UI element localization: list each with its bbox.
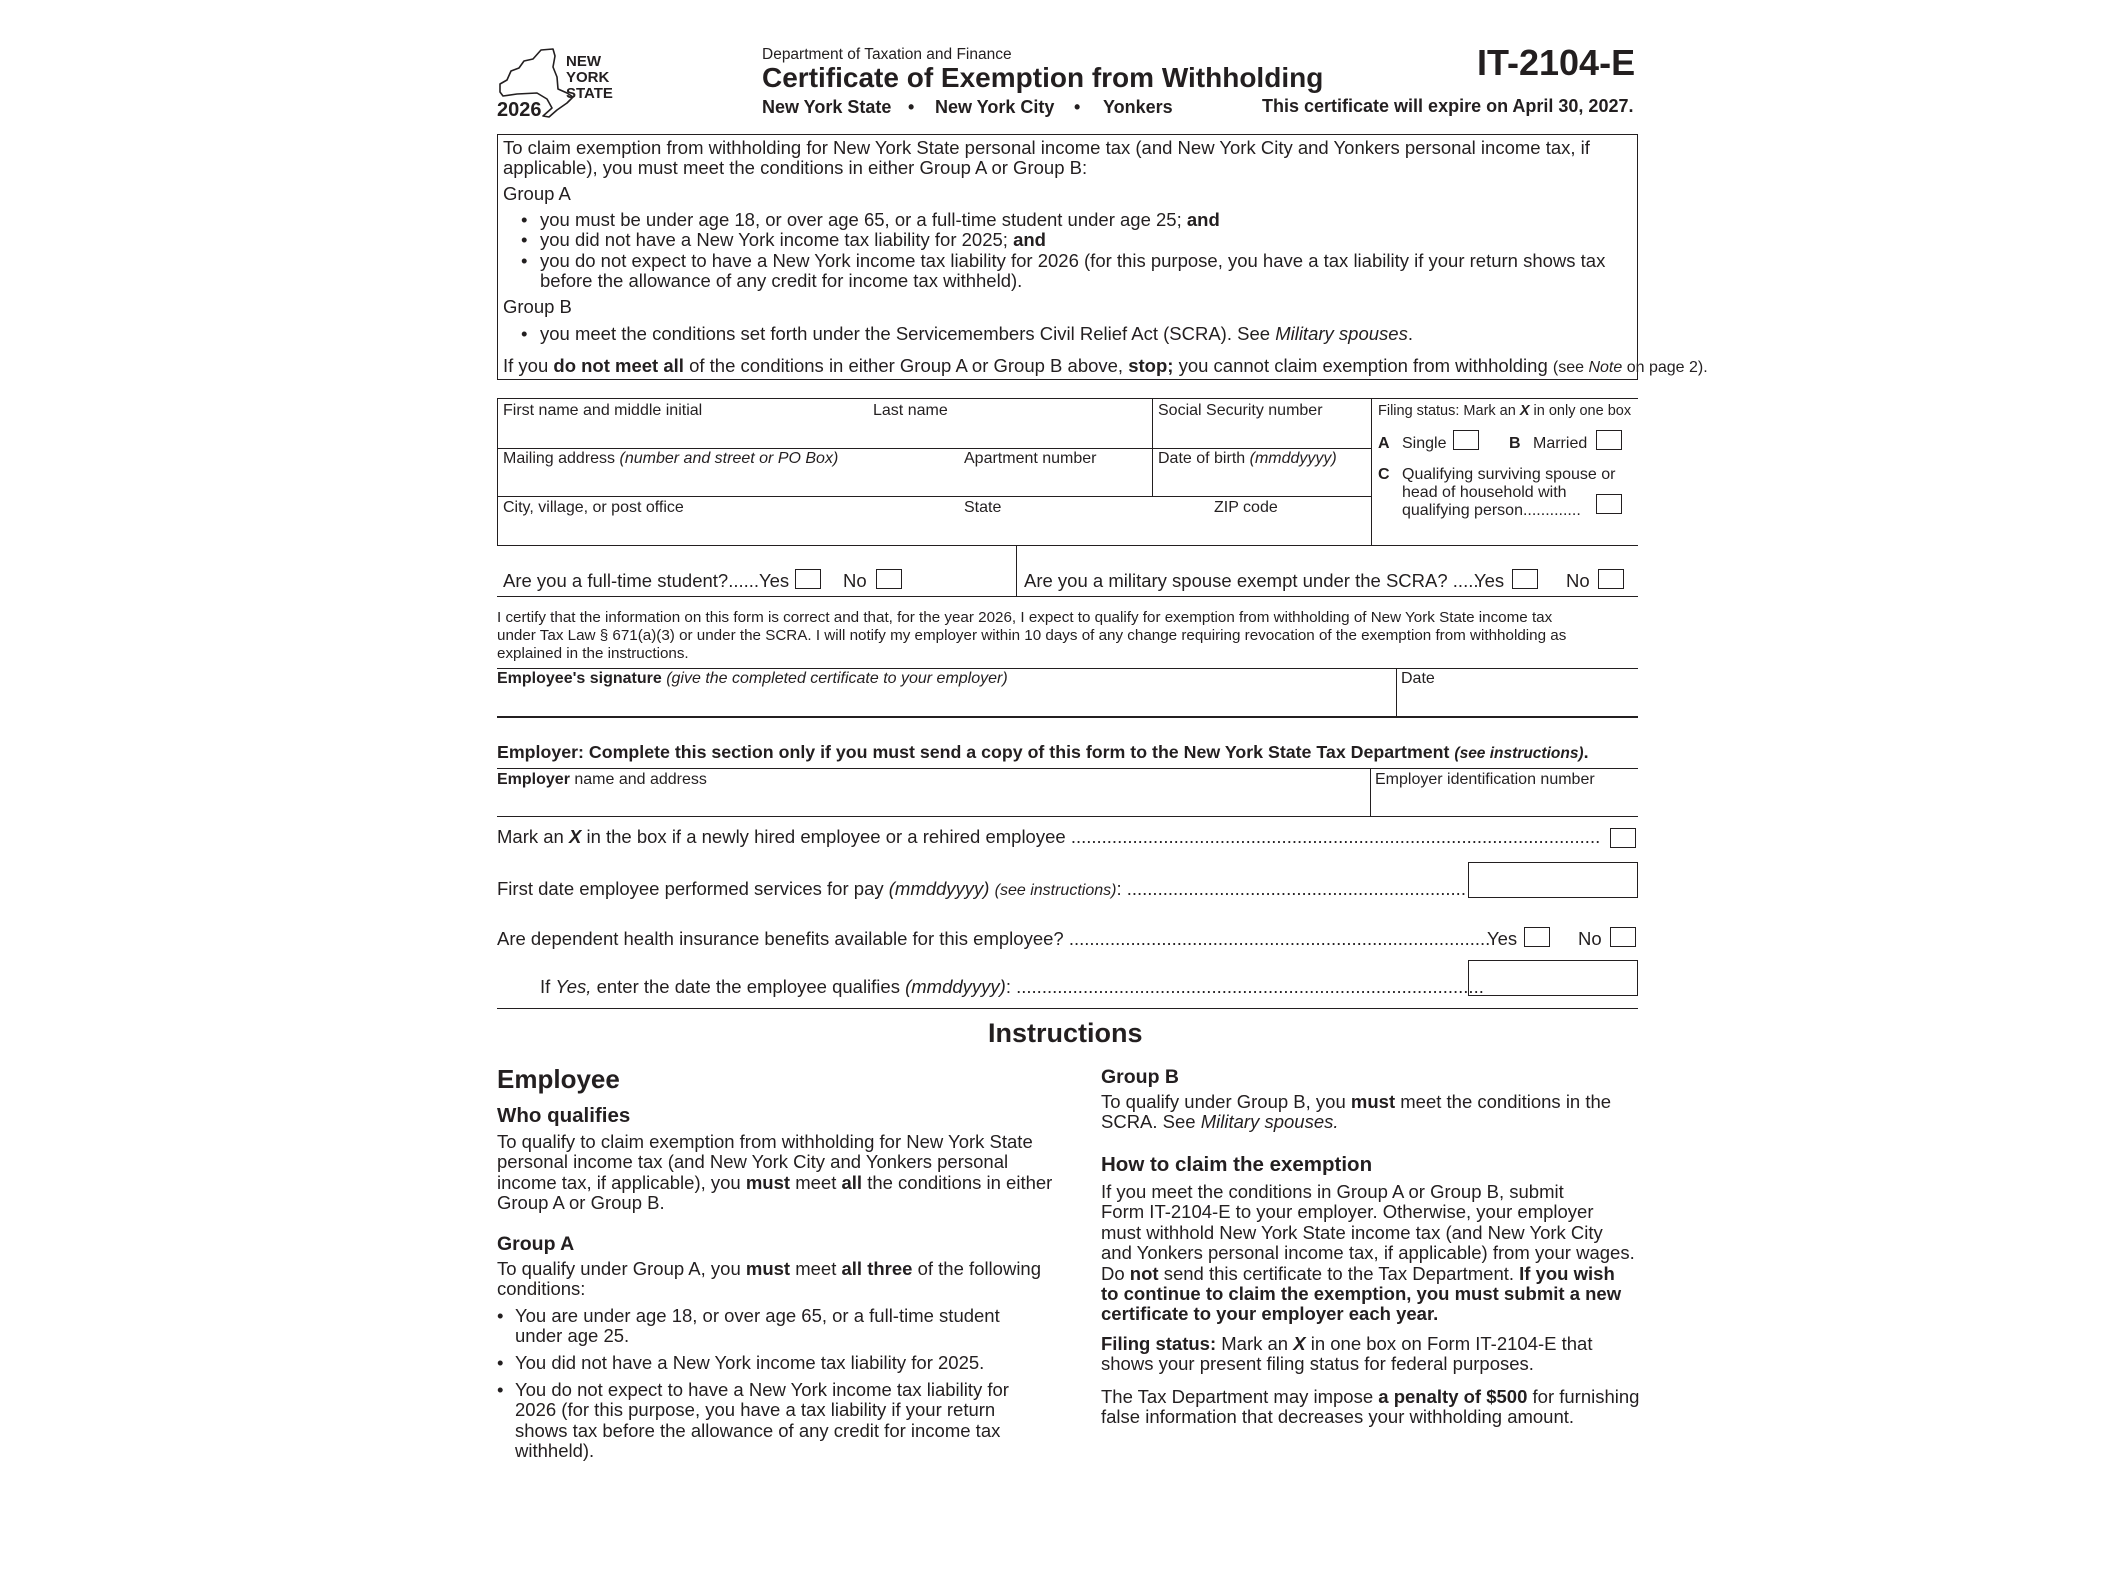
stop-notice: If you do not meet all of the conditions in either Group A or Group B above, stop; you cannot claim exemption from withholding (see Note on page 2).	[503, 355, 1708, 376]
apartment-field[interactable]	[964, 468, 1149, 494]
eligibility-intro: applicable), you must meet the conditions in either Group A or Group B:	[503, 157, 1088, 178]
student-no-label: No	[843, 570, 867, 591]
military-spouse-question: Are you a military spouse exempt under the SCRA? .....	[1024, 570, 1479, 591]
qualify-date-field[interactable]	[1468, 960, 1638, 996]
filing-status-instruction: Filing status: Mark an X in one box on Form IT-2104-E that	[1101, 1333, 1593, 1354]
bullet: •	[521, 209, 528, 230]
filing-status-a-letter: A	[1378, 435, 1390, 452]
state-logo-york: YORK	[566, 69, 610, 86]
department-name: Department of Taxation and Finance	[762, 46, 1012, 63]
last-name-field[interactable]	[873, 420, 1149, 446]
filing-status-single-checkbox[interactable]	[1453, 430, 1479, 450]
bullet: •	[521, 250, 528, 271]
group-a-condition: 2026 (for this purpose, you have a tax liability if your return	[515, 1399, 996, 1420]
jurisdiction-separator: •	[908, 97, 915, 117]
group-a-condition: under age 25.	[515, 1325, 630, 1346]
filing-status-instruction: shows your present filing status for federal purposes.	[1101, 1353, 1534, 1374]
mailing-address-field[interactable]	[500, 468, 960, 494]
who-qualifies-text: To qualify to claim exemption from withholding for New York State	[497, 1131, 1033, 1152]
dob-field[interactable]	[1156, 468, 1368, 494]
ein-label: Employer identification number	[1375, 771, 1595, 788]
how-to-claim-text: must withhold New York State income tax (and New York City	[1101, 1222, 1603, 1243]
group-a-condition: withheld).	[515, 1440, 595, 1461]
filing-status-qss-label: head of household with	[1402, 484, 1567, 501]
filing-status-c-letter: C	[1378, 466, 1390, 483]
group-a-condition: You are under age 18, or over age 65, or a full-time student	[515, 1305, 1000, 1326]
ein-field[interactable]	[1374, 789, 1636, 815]
employer-name-label: Employer name and address	[497, 771, 707, 788]
state-label: State	[964, 499, 1002, 516]
dob-label: Date of birth (mmddyyyy)	[1158, 450, 1337, 467]
eligibility-intro: To claim exemption from withholding for New York State personal income tax (and New York City and Yonkers personal income tax, if	[503, 137, 1590, 158]
how-to-claim-text: certificate to your employer each year.	[1101, 1303, 1439, 1324]
new-hire-question: Mark an X in the box if a newly hired employee or a rehired employee .......................................................................................................	[497, 826, 1601, 847]
first-name-field[interactable]	[500, 420, 870, 446]
how-to-claim-text: to continue to claim the exemption, you must submit a new	[1101, 1283, 1622, 1304]
group-a-condition: you did not have a New York income tax liability for 2025; and	[540, 229, 1046, 250]
bullet: •	[521, 229, 528, 250]
student-question: Are you a full-time student?......	[503, 570, 760, 591]
zip-field[interactable]	[1200, 517, 1368, 543]
apartment-label: Apartment number	[964, 450, 1097, 467]
group-a-heading: Group A	[503, 183, 571, 204]
student-yes-label: Yes	[759, 570, 790, 591]
filing-status-title: Filing status: Mark an X in only one box	[1378, 403, 1632, 419]
group-a-condition: you do not expect to have a New York income tax liability for 2026 (for this purpose, you have a tax liability if your return shows tax	[540, 250, 1606, 271]
form-year: 2026	[497, 99, 542, 121]
jurisdiction-nys: New York State	[762, 97, 892, 117]
penalty-text: false information that decreases your withholding amount.	[1101, 1406, 1575, 1427]
who-qualifies-text: personal income tax (and New York City and Yonkers personal	[497, 1151, 1009, 1172]
mailing-address-label: Mailing address (number and street or PO Box)	[503, 450, 839, 467]
filing-status-qss-label: Qualifying surviving spouse or	[1402, 466, 1616, 483]
form-number: IT-2104-E	[1477, 42, 1636, 83]
group-a-intro: To qualify under Group A, you must meet all three of the following	[497, 1258, 1042, 1279]
group-a-condition: You did not have a New York income tax liability for 2025.	[515, 1352, 985, 1373]
how-to-claim-text: and Yonkers personal income tax, if applicable) from your wages.	[1101, 1242, 1635, 1263]
jurisdiction-separator: •	[1074, 97, 1081, 117]
state-logo-new: NEW	[566, 53, 601, 70]
military-yes-checkbox[interactable]	[1512, 569, 1538, 589]
signature-date-field[interactable]	[1400, 688, 1636, 714]
student-no-checkbox[interactable]	[876, 569, 902, 589]
signature-label: Employee's signature (give the completed certificate to your employer)	[497, 670, 1008, 687]
filing-status-single-label: Single	[1402, 435, 1447, 452]
how-to-claim-heading: How to claim the exemption	[1101, 1153, 1373, 1176]
certification-text: explained in the instructions.	[497, 645, 689, 662]
military-no-label: No	[1566, 570, 1590, 591]
date-label: Date	[1401, 670, 1435, 687]
employer-section-heading: Employer: Complete this section only if you must send a copy of this form to the New York State Tax Department (see instructions).	[497, 742, 1589, 762]
military-yes-label: Yes	[1474, 570, 1505, 591]
how-to-claim-text: Form IT-2104-E to your employer. Otherwise, your employer	[1101, 1201, 1594, 1222]
group-b-condition: you meet the conditions set forth under the Servicemembers Civil Relief Act (SCRA). See Military spouses.	[540, 323, 1413, 344]
bullet: •	[497, 1352, 504, 1373]
new-hire-checkbox[interactable]	[1610, 828, 1636, 848]
who-qualifies-text: income tax, if applicable), you must meet all the conditions in either	[497, 1172, 1053, 1193]
bullet: •	[497, 1305, 504, 1326]
jurisdiction-nyc: New York City	[935, 97, 1055, 117]
who-qualifies-heading: Who qualifies	[497, 1104, 631, 1127]
certification-text: under Tax Law § 671(a)(3) or under the SCRA. I will notify my employer within 10 days of any change requiring revocation of the exemption from withholding as	[497, 627, 1567, 644]
bullet: •	[521, 323, 528, 344]
instructions-title: Instructions	[988, 1018, 1143, 1048]
fields-top-border	[497, 398, 1638, 399]
ssn-label: Social Security number	[1158, 402, 1323, 419]
how-to-claim-text: Do not send this certificate to the Tax Department. If you wish	[1101, 1263, 1615, 1284]
filing-status-qss-label: qualifying person.............	[1402, 502, 1581, 519]
instr-group-a-heading: Group A	[497, 1233, 575, 1255]
group-a-intro: conditions:	[497, 1278, 586, 1299]
zip-label: ZIP code	[1214, 499, 1278, 516]
employer-name-address-field[interactable]	[497, 789, 1365, 815]
city-label: City, village, or post office	[503, 499, 684, 516]
last-name-label: Last name	[873, 402, 948, 419]
student-yes-checkbox[interactable]	[795, 569, 821, 589]
filing-status-b-letter: B	[1509, 435, 1521, 452]
health-no-label: No	[1578, 928, 1602, 949]
form-title: Certificate of Exemption from Withholding	[762, 62, 1324, 93]
how-to-claim-text: If you meet the conditions in Group A or Group B, submit	[1101, 1181, 1564, 1202]
first-name-label: First name and middle initial	[503, 402, 703, 419]
state-logo-state: STATE	[566, 85, 613, 102]
health-benefits-question: Are dependent health insurance benefits available for this employee? ..................................................................................	[497, 928, 1491, 949]
ssn-field[interactable]	[1156, 420, 1368, 446]
health-yes-label: Yes	[1487, 928, 1518, 949]
health-no-checkbox[interactable]	[1610, 927, 1636, 947]
employee-heading: Employee	[497, 1064, 620, 1094]
health-yes-checkbox[interactable]	[1524, 927, 1550, 947]
jurisdiction-yonkers: Yonkers	[1103, 97, 1173, 117]
military-no-checkbox[interactable]	[1598, 569, 1624, 589]
group-a-condition: You do not expect to have a New York income tax liability for	[515, 1379, 1009, 1400]
instr-group-b-heading: Group B	[1101, 1066, 1179, 1088]
state-field[interactable]	[964, 517, 1194, 543]
group-a-condition: you must be under age 18, or over age 65, or a full-time student under age 25; and	[540, 209, 1220, 230]
first-date-question: First date employee performed services for pay (mmddyyyy) (see instructions): ..................................................................	[497, 878, 1466, 899]
signature-field[interactable]	[497, 688, 1392, 714]
expiry-notice: This certificate will expire on April 30, 2027.	[1262, 96, 1634, 116]
who-qualifies-text: Group A or Group B.	[497, 1192, 665, 1213]
group-b-text: To qualify under Group B, you must meet the conditions in the	[1101, 1091, 1612, 1112]
group-b-text: SCRA. See Military spouses.	[1101, 1111, 1339, 1132]
filing-status-married-label: Married	[1533, 435, 1588, 452]
penalty-text: The Tax Department may impose a penalty of $500 for furnishing	[1101, 1386, 1640, 1407]
first-date-field[interactable]	[1468, 862, 1638, 898]
filing-status-qss-checkbox[interactable]	[1596, 494, 1622, 514]
bullet: •	[497, 1379, 504, 1400]
filing-status-married-checkbox[interactable]	[1596, 430, 1622, 450]
city-field[interactable]	[500, 517, 960, 543]
group-a-condition: before the allowance of any credit for income tax withheld).	[540, 270, 1023, 291]
qualify-date-question: If Yes, enter the date the employee qualifies (mmddyyyy): ...........................................................................................	[540, 976, 1484, 997]
group-b-heading: Group B	[503, 296, 572, 317]
certification-text: I certify that the information on this form is correct and that, for the year 2026, I expect to qualify for exemption from withholding of New York State income tax	[497, 609, 1553, 626]
group-a-condition: shows tax before the allowance of any credit for income tax	[515, 1420, 1001, 1441]
